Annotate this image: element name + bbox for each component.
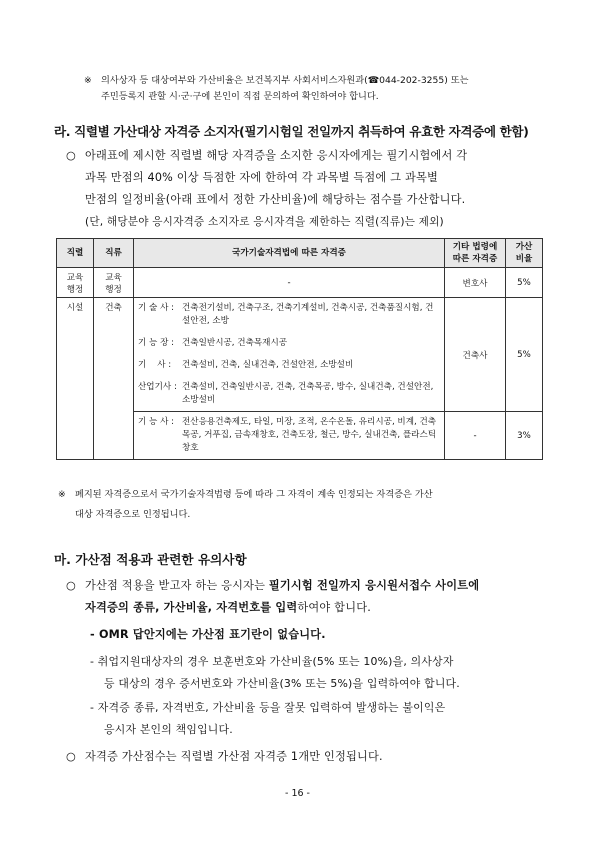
table-note-line1: 폐지된 자격증으로서 국가기술자격법령 등에 따라 그 자격이 계속 인정되는 자격증은 가산 [75, 489, 433, 500]
section-ra-line4: (단, 해당분야 응시자격증 소지자로 응시자격을 제한하는 직렬(직류)는 제외) [85, 216, 444, 228]
cert-line [134, 335, 444, 352]
cert-line [134, 300, 444, 330]
page-number: - 16 - [285, 788, 310, 799]
cell-rate: 5% [506, 298, 543, 412]
header-rate-l1: 가산 [515, 242, 533, 252]
table-row [57, 298, 543, 412]
cell-rate: 5% [506, 268, 543, 298]
b1-line2-bold: 자격증의 종류, 가산비율, 자격번호를 입력 [85, 601, 298, 614]
cert-line [134, 414, 444, 457]
section-ma-b1-line1 [85, 575, 479, 597]
section-ra-line3: 만점의 일정비율(아래 표에서 정한 가산비율)에 해당하는 점수를 가산합니다. [85, 193, 466, 206]
header-other-l2: 따른 자격증 [452, 254, 498, 264]
cell-other: 건축사 [445, 298, 506, 412]
section-ra-line2: 과목 만점의 40% 이상 득점한 자에 한하여 각 과목별 득점에 그 과목별 [85, 171, 438, 184]
series-l1: 교육 [66, 272, 84, 283]
section-ma-title: 마. 가산점 적용과 관련한 유의사항 [54, 552, 247, 567]
cert-line [134, 357, 444, 374]
cell-certs [134, 298, 445, 412]
section-ma-d2-line2: 등 대상의 경우 증서번호와 가산비율(3% 또는 5%)을 입력하여야 합니다. [104, 677, 460, 690]
b1-pre: 가산점 적용을 받고자 하는 응시자는 [85, 579, 269, 592]
b1-bold: 필기시험 전일까지 응시원서접수 사이트에 [268, 579, 480, 592]
section-ma-b1-line2 [85, 597, 371, 619]
top-note-line2: 주민등록지 관할 시·군·구에 본인이 직접 문의하여 확인하여야 합니다. [101, 91, 379, 102]
cert-line [134, 379, 444, 409]
cert-value: 건축설비, 건축일반시공, 건축, 건축목공, 방수, 실내건축, 건설안전, 소방설비 [182, 382, 434, 405]
section-ma-b2: 자격증 가산점수는 직렬별 가산점 자격증 1개만 인정됩니다. [85, 750, 383, 763]
note-mark: ※ [84, 75, 92, 86]
header-class: 직류 [94, 239, 134, 268]
section-ra-title: 라. 직렬별 가산대상 자격증 소지자(필기시험일 전일까지 취득하여 유효한 자격증에 한함) [54, 124, 529, 139]
section-ma-d3-line1: - 자격증 종류, 자격번호, 가산비율 등을 잘못 입력하여 발생하는 불이익은 [90, 701, 446, 714]
cert-label: 기 사 : [138, 360, 172, 370]
cert-label: 기 능 사 : [138, 417, 174, 427]
cert-value: 건축전기설비, 건축구조, 건축기계설비, 건축시공, 건축품질시험, 건설안전, 소방 [182, 303, 434, 326]
top-note-line1: 의사상자 등 대상여부와 가산비율은 보건복지부 사회서비스자원과(☎044-202-3255) 또는 [101, 75, 469, 86]
section-ra-line1: 아래표에 제시한 직렬별 해당 자격증을 소지한 응시자에게는 필기시험에서 각 [85, 149, 468, 162]
cell-rate: 3% [506, 412, 543, 460]
section-ma-d3-line2: 응시자 본인의 책임입니다. [104, 723, 233, 736]
certificate-table [56, 238, 543, 460]
table-row [57, 268, 543, 298]
cert-value: 건축설비, 건축, 실내건축, 건설안전, 소방설비 [182, 360, 354, 370]
cell-certs: - [134, 268, 445, 298]
omr-notice: - OMR 답안지에는 가산점 표기란이 없습니다. [90, 628, 326, 641]
note-mark: ※ [58, 489, 66, 500]
cert-label: 기 능 장 : [138, 338, 174, 348]
table-note-line2: 대상 자격증으로 인정됩니다. [75, 509, 191, 520]
b1-line2-post: 하여야 합니다. [297, 601, 371, 614]
cert-value: 건축일반시공, 건축목재시공 [182, 338, 288, 348]
cert-value: 전산응용건축제도, 타일, 미장, 조적, 온수온돌, 유리시공, 비계, 건축목공, 거푸집, 금속재창호, 건축도장, 철근, 방수, 실내건축, 플라스틱창호 [182, 417, 437, 453]
class-l1: 교육 [105, 272, 122, 283]
cert-label: 기 술 사 : [138, 303, 174, 313]
header-other-cert [445, 239, 506, 268]
cell-class: 건축 [94, 298, 134, 460]
header-rate-l2: 비율 [515, 254, 533, 264]
header-other-l1: 기타 법령에 [452, 242, 498, 252]
cell-series: 시설 [57, 298, 94, 460]
bullet: ○ [66, 579, 76, 592]
cell-series [57, 268, 94, 298]
series-l2: 행정 [66, 284, 84, 295]
class-l2: 행정 [105, 284, 122, 295]
cell-other: 변호사 [445, 268, 506, 298]
bullet: ○ [66, 750, 76, 763]
cell-class [94, 268, 134, 298]
header-series: 직렬 [57, 239, 94, 268]
header-rate [506, 239, 543, 268]
table-header-row [57, 239, 543, 268]
section-ma-d2-line1: - 취업지원대상자의 경우 보훈번호와 가산비율(5% 또는 10%)을, 의사상자 [90, 655, 454, 668]
bullet: ○ [66, 149, 76, 162]
cell-other: - [445, 412, 506, 460]
header-national-cert: 국가기술자격법에 따른 자격증 [134, 239, 445, 268]
cert-label: 산업기사 : [138, 382, 177, 392]
cell-certs [134, 412, 445, 460]
